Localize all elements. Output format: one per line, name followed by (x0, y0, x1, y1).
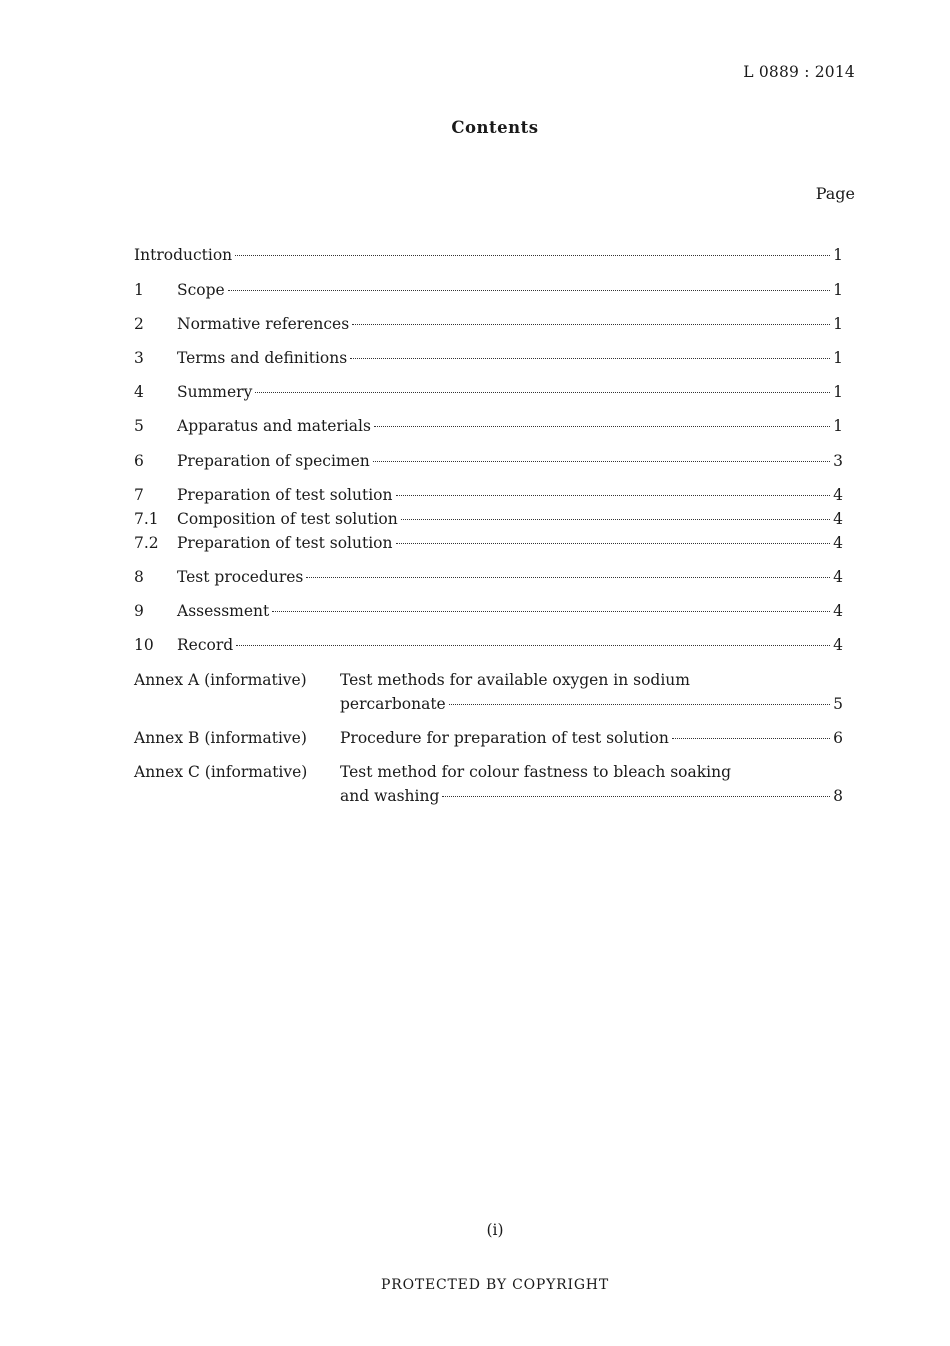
toc-entry[interactable] (134, 281, 843, 303)
annex-label: Annex C (informative) (134, 763, 308, 781)
toc-entry[interactable] (134, 486, 843, 508)
annex-label: Annex A (informative) (134, 671, 307, 689)
toc-entry-introduction[interactable] (134, 246, 843, 268)
dot-leader (442, 796, 830, 797)
dot-leader (401, 519, 830, 520)
toc-entry[interactable] (134, 383, 843, 405)
annex-title: Procedure for preparation of test solution (340, 729, 669, 747)
toc-entry-page: 4 (833, 534, 843, 552)
toc-entry-number: 10 (134, 636, 154, 654)
dot-leader (352, 324, 830, 325)
dot-leader (236, 645, 830, 646)
dot-leader (350, 358, 830, 359)
toc-entry-title: Preparation of test solution (177, 534, 393, 552)
toc-entry-title: Scope (177, 281, 225, 299)
toc-entry-title: Summery (177, 383, 253, 401)
toc-entry[interactable] (134, 315, 843, 337)
toc-entry-title: Assessment (177, 602, 270, 620)
toc-entry-title: Normative references (177, 315, 350, 333)
dot-leader (306, 577, 830, 578)
toc-entry[interactable] (134, 636, 843, 658)
toc-entry-number: 7 (134, 486, 144, 504)
dot-leader (672, 738, 830, 739)
toc-entry-page: 4 (833, 568, 843, 586)
toc-entry-title: Introduction (134, 246, 233, 264)
document-id: L 0889 : 2014 (743, 63, 855, 81)
annex-title-line1: Test method for colour fastness to bleach soaking (340, 763, 732, 781)
toc-entry-number: 5 (134, 417, 144, 435)
dot-leader (255, 392, 830, 393)
toc-entry-page: 8 (833, 787, 843, 805)
toc-entry-title: Apparatus and materials (177, 417, 371, 435)
dot-leader (228, 290, 830, 291)
toc-annex-b[interactable] (134, 729, 843, 751)
dot-leader (272, 611, 830, 612)
toc-entry[interactable] (134, 568, 843, 590)
toc-entry-page: 4 (833, 636, 843, 654)
annex-title-line2: percarbonate (340, 695, 446, 713)
toc-entry-page: 4 (833, 602, 843, 620)
toc-subentry[interactable] (134, 534, 843, 556)
toc-entry-page: 1 (833, 349, 843, 367)
toc-entry-page: 1 (833, 281, 843, 299)
toc-entry-page: 4 (833, 486, 843, 504)
page-title: Contents (451, 118, 539, 137)
toc-entry-page: 4 (833, 510, 843, 528)
toc-entry[interactable] (134, 349, 843, 371)
toc-entry-title: Record (177, 636, 234, 654)
dot-leader (373, 461, 830, 462)
toc-entry-number: 6 (134, 452, 144, 470)
toc-entry[interactable] (134, 602, 843, 624)
toc-entry-page: 1 (833, 246, 843, 264)
toc-annex-a[interactable] (134, 671, 843, 693)
toc-entry-number: 7.2 (134, 534, 159, 552)
toc-annex-c[interactable] (134, 763, 843, 785)
dot-leader (235, 255, 830, 256)
dot-leader (396, 543, 831, 544)
toc-entry-number: 1 (134, 281, 144, 299)
toc-entry-page: 1 (833, 417, 843, 435)
dot-leader (374, 426, 830, 427)
toc-annex-c-continued[interactable] (134, 787, 843, 809)
toc-entry-number: 8 (134, 568, 144, 586)
toc-entry[interactable] (134, 417, 843, 439)
toc-entry-number: 2 (134, 315, 144, 333)
annex-title-line2: and washing (340, 787, 440, 805)
toc-entry[interactable] (134, 452, 843, 474)
toc-entry-page: 6 (833, 729, 843, 747)
toc-entry-title: Terms and definitions (177, 349, 348, 367)
toc-entry-page: 1 (833, 383, 843, 401)
page-number: (i) (486, 1221, 504, 1239)
annex-label: Annex B (informative) (134, 729, 307, 747)
annex-title-line1: Test methods for available oxygen in sodium (340, 671, 690, 689)
toc-entry-page: 5 (833, 695, 843, 713)
page-column-label: Page (815, 184, 855, 203)
toc-entry-page: 1 (833, 315, 843, 333)
toc-entry-number: 7.1 (134, 510, 159, 528)
toc-entry-number: 4 (134, 383, 144, 401)
toc-subentry[interactable] (134, 510, 843, 532)
dot-leader (396, 495, 831, 496)
toc-entry-title: Preparation of test solution (177, 486, 393, 504)
toc-entry-number: 3 (134, 349, 144, 367)
toc-entry-title: Test procedures (177, 568, 304, 586)
toc-entry-title: Composition of test solution (177, 510, 398, 528)
copyright-notice: PROTECTED BY COPYRIGHT (381, 1277, 609, 1293)
toc-annex-a-continued[interactable] (134, 695, 843, 717)
toc-entry-title: Preparation of specimen (177, 452, 370, 470)
toc-entry-page: 3 (833, 452, 843, 470)
dot-leader (449, 704, 830, 705)
toc-entry-number: 9 (134, 602, 144, 620)
